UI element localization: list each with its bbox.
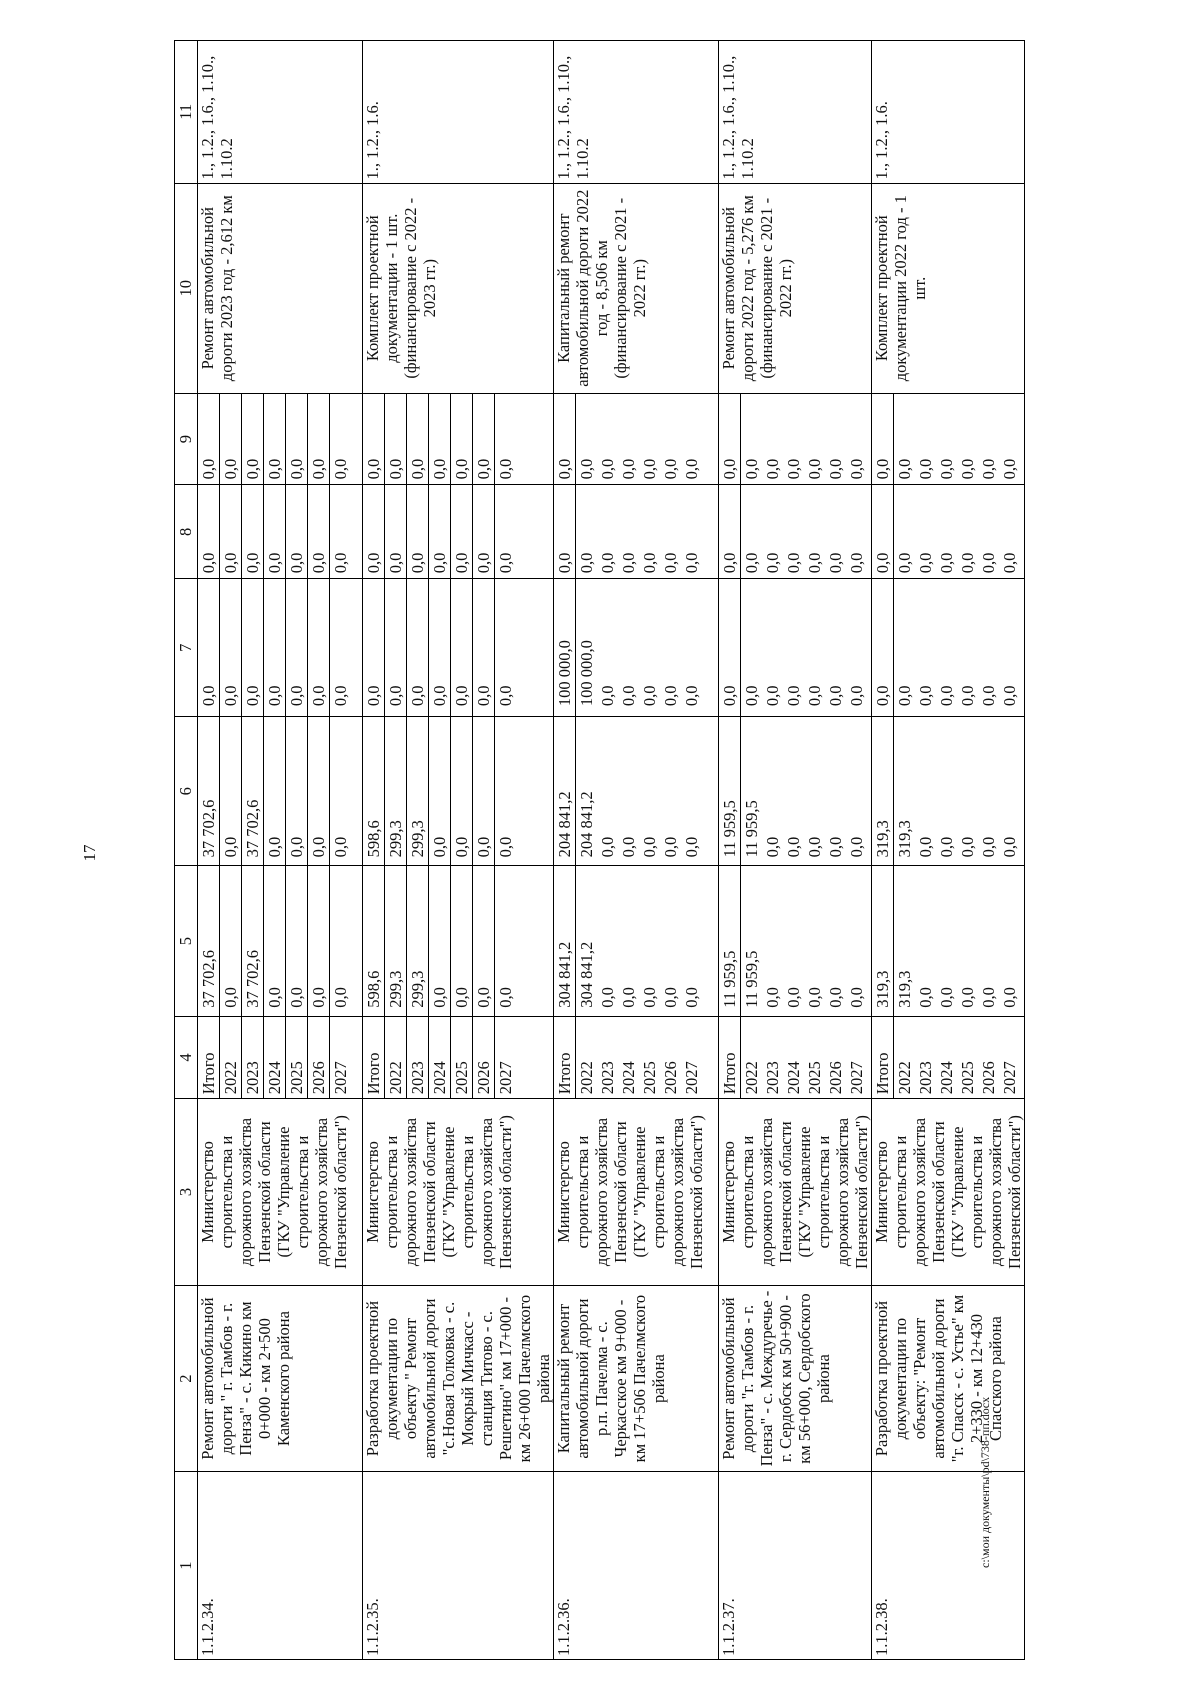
executor: Министерство строительства и дорожного хозяйства Пензенской области (ГКУ "Управление строительства и дорожного хозяйства Пензенской области")	[554, 1099, 719, 1286]
total-funding-line: 299,3	[385, 866, 407, 1015]
total-funding-line: 0,0	[661, 987, 680, 1008]
extra-budget-line: 0,0	[895, 458, 914, 480]
extra-budget-line: 0,0	[916, 458, 935, 480]
year-list	[719, 1016, 872, 1099]
header-col-8: 8	[175, 485, 198, 579]
total-funding-line: 11 959,5	[719, 866, 741, 1015]
header-col-6: 6	[175, 717, 198, 866]
regional-budget-line: 11 959,5	[742, 800, 761, 858]
regional-budget-line: 0,0	[496, 836, 515, 858]
extra-budget-line: 0,0	[264, 394, 286, 485]
year-list-line: 2022	[895, 1061, 914, 1095]
year-list-line: 2024	[264, 1017, 286, 1099]
year-list-line: Итого	[872, 1017, 894, 1099]
regional-budget-line: 0,0	[763, 836, 782, 858]
year-list-line: 2025	[958, 1061, 977, 1095]
federal-budget-line: 0,0	[682, 685, 701, 707]
extra-budget-line: 0,0	[198, 394, 220, 485]
total-funding-line: 0,0	[826, 987, 845, 1008]
federal-budget-line: 0,0	[661, 685, 680, 707]
year-list-line: 2024	[784, 1061, 803, 1095]
local-budget	[872, 485, 1025, 579]
regional-budget-line: 0,0	[1000, 836, 1019, 858]
local-budget-line: 0,0	[661, 552, 680, 574]
regional-budget-line: 37 702,6	[242, 717, 264, 865]
federal-budget-line: 0,0	[763, 685, 782, 707]
regional-budget	[554, 717, 719, 866]
federal-budget-line: 0,0	[826, 685, 845, 707]
regional-budget-line: 0,0	[286, 717, 308, 865]
header-col-9: 9	[175, 393, 198, 485]
total-funding-line: 319,3	[872, 866, 894, 1015]
header-col-5: 5	[175, 866, 198, 1016]
extra-budget-line: 0,0	[242, 394, 264, 485]
federal-budget-line: 0,0	[198, 579, 220, 716]
total-funding-line: 0,0	[640, 987, 659, 1008]
extra-budget	[363, 393, 554, 485]
local-budget-line: 0,0	[286, 485, 308, 578]
federal-budget-line: 0,0	[805, 685, 824, 707]
extra-budget-line: 0,0	[937, 458, 956, 480]
extra-budget-line: 0,0	[742, 458, 761, 480]
extra-budget	[872, 393, 1025, 485]
extra-budget	[554, 393, 719, 485]
federal-budget-line: 0,0	[451, 579, 473, 716]
local-budget	[719, 485, 872, 579]
footer-file-path: c:\мои документы\pd\738-пп.docx	[978, 1396, 992, 1568]
extra-budget-line: 0,0	[407, 394, 429, 485]
table-row	[198, 41, 363, 1660]
total-funding-line: 0,0	[496, 987, 515, 1008]
header-col-4: 4	[175, 1016, 198, 1099]
year-list-line: 2022	[220, 1017, 242, 1099]
local-budget-line: 0,0	[719, 485, 741, 578]
extra-budget-line: 0,0	[554, 394, 576, 485]
regional-budget-line: 0,0	[979, 836, 998, 858]
table-body	[175, 41, 1025, 1660]
federal-budget-line: 100 000,0	[577, 640, 596, 707]
year-list	[872, 1016, 1025, 1099]
measure-name: Разработка проектной документации по объекту " Ремонт автомобильной дороги "с.Новая Толковка - с. Мокрый Мичкасс - станция Титово - с. Решетино" км 17+000 - км 26+000 Пачелмского района	[363, 1285, 554, 1472]
year-list-line: Итого	[198, 1017, 220, 1099]
year-list-line: 2026	[473, 1017, 495, 1099]
year-list	[554, 1016, 719, 1099]
regional-budget-line: 37 702,6	[198, 717, 220, 865]
extra-budget-line: 0,0	[220, 394, 242, 485]
row-number: 1.1.2.35.	[363, 1472, 554, 1660]
row-number: 1.1.2.37.	[719, 1472, 872, 1660]
extra-budget-line: 0,0	[847, 458, 866, 480]
local-budget-line: 0,0	[958, 552, 977, 574]
year-list-line: 2023	[242, 1017, 264, 1099]
total-funding-line: 0,0	[308, 866, 330, 1015]
total-funding-line: 0,0	[451, 866, 473, 1015]
local-budget-line: 0,0	[742, 552, 761, 574]
header-col-10: 10	[175, 183, 198, 393]
regional-budget-line: 0,0	[682, 836, 701, 858]
federal-budget-line: 0,0	[598, 685, 617, 707]
federal-budget-line: 0,0	[385, 579, 407, 716]
table-row	[719, 41, 872, 1660]
regional-budget	[198, 717, 363, 866]
year-list-line: 2024	[619, 1061, 638, 1095]
total-funding	[554, 866, 719, 1016]
total-funding	[363, 866, 554, 1016]
total-funding-line: 304 841,2	[577, 941, 596, 1008]
year-list-line: 2022	[385, 1017, 407, 1099]
year-list-line: 2026	[979, 1061, 998, 1095]
year-list-line: 2022	[742, 1061, 761, 1095]
total-funding-line: 0,0	[784, 987, 803, 1008]
local-budget-line: 0,0	[805, 552, 824, 574]
executor: Министерство строительства и дорожного хозяйства Пензенской области (ГКУ "Управление строительства и дорожного хозяйства Пензенской области")	[872, 1099, 1025, 1286]
total-funding-line: 11 959,5	[742, 950, 761, 1008]
regional-budget-line: 0,0	[847, 836, 866, 858]
federal-budget-line: 0,0	[286, 579, 308, 716]
year-list-line: 2025	[640, 1061, 659, 1095]
federal-budget-line: 0,0	[979, 685, 998, 707]
local-budget-line: 0,0	[937, 552, 956, 574]
local-budget-line: 0,0	[220, 485, 242, 578]
local-budget-line: 0,0	[385, 485, 407, 578]
regional-budget-line: 204 841,2	[554, 717, 576, 865]
total-funding-line: 0,0	[937, 987, 956, 1008]
federal-budget-line: 0,0	[331, 685, 350, 707]
year-list-line: 2025	[286, 1017, 308, 1099]
total-funding-line: 0,0	[473, 866, 495, 1015]
year-list-line: 2027	[682, 1061, 701, 1095]
local-budget	[554, 485, 719, 579]
measure-name: Капитальный ремонт автомобильной дороги р.п. Пачелма - с. Черкасское км 9+000 - км 17+506 Пачелмского района	[554, 1285, 719, 1472]
extra-budget-line: 0,0	[473, 394, 495, 485]
year-list-line: 2023	[916, 1061, 935, 1095]
indicator-refs: 1., 1.2., 1.6., 1.10., 1.10.2	[554, 41, 719, 184]
federal-budget-line: 0,0	[242, 579, 264, 716]
regional-budget-line: 0,0	[826, 836, 845, 858]
year-list-line: 2027	[1000, 1061, 1019, 1095]
expected-result: Комплект проектной документации 2022 год - 1 шт.	[872, 183, 1025, 393]
executor: Министерство строительства и дорожного хозяйства Пензенской области (ГКУ "Управление строительства и дорожного хозяйства Пензенской области")	[363, 1099, 554, 1286]
total-funding-line: 0,0	[847, 987, 866, 1008]
federal-budget-line: 0,0	[308, 579, 330, 716]
expected-result: Комплект проектной документации - 1 шт. (финансирование с 2022 - 2023 гг.)	[363, 183, 554, 393]
federal-budget-line: 0,0	[407, 579, 429, 716]
regional-budget-line: 319,3	[872, 717, 894, 865]
executor: Министерство строительства и дорожного хозяйства Пензенской области (ГКУ "Управление строительства и дорожного хозяйства Пензенской области")	[719, 1099, 872, 1286]
regional-budget-line: 0,0	[937, 836, 956, 858]
year-list-line: Итого	[719, 1017, 741, 1099]
year-list-line: 2026	[826, 1061, 845, 1095]
indicator-refs: 1., 1.2., 1.6., 1.10., 1.10.2	[719, 41, 872, 184]
table-row	[872, 41, 1025, 1660]
extra-budget-line: 0,0	[496, 458, 515, 480]
federal-budget-line: 0,0	[473, 579, 495, 716]
row-number: 1.1.2.36.	[554, 1472, 719, 1660]
federal-budget-line: 0,0	[496, 685, 515, 707]
local-budget-line: 0,0	[577, 552, 596, 574]
extra-budget	[198, 393, 363, 485]
extra-budget-line: 0,0	[451, 394, 473, 485]
local-budget-line: 0,0	[916, 552, 935, 574]
header-col-3: 3	[175, 1099, 198, 1286]
local-budget-line: 0,0	[242, 485, 264, 578]
local-budget-line: 0,0	[619, 552, 638, 574]
federal-budget-line: 0,0	[363, 579, 385, 716]
regional-budget-line: 0,0	[429, 717, 451, 865]
federal-budget-line: 0,0	[742, 685, 761, 707]
row-number: 1.1.2.34.	[198, 1472, 363, 1660]
year-list-line: Итого	[363, 1017, 385, 1099]
regional-budget-line: 299,3	[385, 717, 407, 865]
local-budget-line: 0,0	[682, 552, 701, 574]
year-list-line: 2023	[407, 1017, 429, 1099]
federal-budget-line: 0,0	[958, 685, 977, 707]
extra-budget-line: 0,0	[1000, 458, 1019, 480]
regional-budget-line: 0,0	[619, 836, 638, 858]
regional-budget-line: 299,3	[407, 717, 429, 865]
extra-budget-line: 0,0	[385, 394, 407, 485]
local-budget	[198, 485, 363, 579]
local-budget-line: 0,0	[308, 485, 330, 578]
federal-budget-line: 0,0	[264, 579, 286, 716]
federal-budget-line: 0,0	[429, 579, 451, 716]
extra-budget-line: 0,0	[577, 458, 596, 480]
executor: Министерство строительства и дорожного хозяйства Пензенской области (ГКУ "Управление строительства и дорожного хозяйства Пензенской области")	[198, 1099, 363, 1286]
extra-budget-line: 0,0	[805, 458, 824, 480]
local-budget	[363, 485, 554, 579]
extra-budget-line: 0,0	[619, 458, 638, 480]
extra-budget-line: 0,0	[429, 394, 451, 485]
total-funding-line: 0,0	[958, 987, 977, 1008]
local-budget-line: 0,0	[407, 485, 429, 578]
rotated-table-container	[174, 40, 1174, 1660]
regional-budget	[872, 717, 1025, 866]
federal-budget-line: 100 000,0	[554, 579, 576, 716]
year-list	[198, 1016, 363, 1099]
local-budget-line: 0,0	[363, 485, 385, 578]
extra-budget-line: 0,0	[958, 458, 977, 480]
extra-budget-line: 0,0	[286, 394, 308, 485]
measure-name: Ремонт автомобильной дороги " г. Тамбов - г. Пенза" - с. Кикино км 0+000 - км 2+500 Каменского района	[198, 1285, 363, 1472]
federal-budget-line: 0,0	[872, 579, 894, 716]
total-funding	[872, 866, 1025, 1016]
regional-budget-line: 0,0	[916, 836, 935, 858]
federal-budget-line: 0,0	[1000, 685, 1019, 707]
indicator-refs: 1., 1.2., 1.6.	[872, 41, 1025, 184]
regional-budget-line: 0,0	[308, 717, 330, 865]
federal-budget	[554, 579, 719, 717]
regional-budget	[363, 717, 554, 866]
table-row	[554, 41, 719, 1660]
local-budget-line: 0,0	[763, 552, 782, 574]
year-list-line: 2026	[661, 1061, 680, 1095]
local-budget-line: 0,0	[895, 552, 914, 574]
federal-budget-line: 0,0	[847, 685, 866, 707]
federal-budget-line: 0,0	[619, 685, 638, 707]
page-number: 17	[80, 844, 99, 862]
program-table	[174, 40, 1025, 1660]
federal-budget-line: 0,0	[895, 685, 914, 707]
year-list-line: 2024	[937, 1061, 956, 1095]
federal-budget-line: 0,0	[719, 579, 741, 716]
year-list-line: Итого	[554, 1017, 576, 1099]
regional-budget-line: 0,0	[451, 717, 473, 865]
extra-budget-line: 0,0	[719, 394, 741, 485]
year-list	[363, 1016, 554, 1099]
local-budget-line: 0,0	[979, 552, 998, 574]
header-col-11: 11	[175, 41, 198, 184]
expected-result: Ремонт автомобильной дороги 2023 год - 2,612 км	[198, 183, 363, 393]
extra-budget-line: 0,0	[640, 458, 659, 480]
local-budget-line: 0,0	[473, 485, 495, 578]
regional-budget-line: 0,0	[598, 836, 617, 858]
total-funding-line: 0,0	[916, 987, 935, 1008]
local-budget-line: 0,0	[554, 485, 576, 578]
extra-budget-line: 0,0	[682, 458, 701, 480]
local-budget-line: 0,0	[872, 485, 894, 578]
federal-budget-line: 0,0	[640, 685, 659, 707]
extra-budget-line: 0,0	[784, 458, 803, 480]
local-budget-line: 0,0	[847, 552, 866, 574]
total-funding-line: 0,0	[429, 866, 451, 1015]
regional-budget-line: 0,0	[958, 836, 977, 858]
table-row	[363, 41, 554, 1660]
regional-budget-line: 0,0	[805, 836, 824, 858]
total-funding-line: 0,0	[286, 866, 308, 1015]
local-budget-line: 0,0	[496, 552, 515, 574]
federal-budget-line: 0,0	[220, 579, 242, 716]
federal-budget-line: 0,0	[937, 685, 956, 707]
extra-budget-line: 0,0	[363, 394, 385, 485]
extra-budget-line: 0,0	[826, 458, 845, 480]
federal-budget-line: 0,0	[784, 685, 803, 707]
measure-name: Разработка проектной документации по объекту: "Ремонт автомобильной дороги "г. Спасск - с. Устье" км 2+330 - км 12+430 Спасского района	[872, 1285, 1025, 1472]
regional-budget-line: 0,0	[220, 717, 242, 865]
measure-name: Ремонт автомобильной дороги "г. Тамбов - г. Пенза" - с. Междуречье - г. Сердобск км 50+900 - км 56+000, Сердобского района	[719, 1285, 872, 1472]
extra-budget-line: 0,0	[979, 458, 998, 480]
local-budget-line: 0,0	[640, 552, 659, 574]
regional-budget-line: 0,0	[661, 836, 680, 858]
total-funding-line: 299,3	[407, 866, 429, 1015]
regional-budget	[719, 717, 872, 866]
total-funding-line: 304 841,2	[554, 866, 576, 1015]
total-funding	[198, 866, 363, 1016]
indicator-refs: 1., 1.2., 1.6.	[363, 41, 554, 184]
year-list-line: 2027	[847, 1061, 866, 1095]
extra-budget	[719, 393, 872, 485]
year-list-line: 2025	[451, 1017, 473, 1099]
extra-budget-line: 0,0	[308, 394, 330, 485]
total-funding-line: 0,0	[1000, 987, 1019, 1008]
regional-budget-line: 0,0	[473, 717, 495, 865]
federal-budget	[198, 579, 363, 717]
year-list-line: 2027	[496, 1061, 515, 1095]
local-budget-line: 0,0	[331, 552, 350, 574]
regional-budget-line: 0,0	[331, 836, 350, 858]
total-funding-line: 0,0	[331, 987, 350, 1008]
expected-result: Капитальный ремонт автомобильной дороги 2022 год - 8,506 км (финансирование с 2021 - 2022 гг.)	[554, 183, 719, 393]
federal-budget	[872, 579, 1025, 717]
indicator-refs: 1., 1.2., 1.6., 1.10., 1.10.2	[198, 41, 363, 184]
total-funding	[719, 866, 872, 1016]
regional-budget-line: 0,0	[640, 836, 659, 858]
total-funding-line: 0,0	[763, 987, 782, 1008]
federal-budget	[363, 579, 554, 717]
regional-budget-line: 204 841,2	[577, 791, 596, 858]
year-list-line: 2025	[805, 1061, 824, 1095]
extra-budget-line: 0,0	[331, 458, 350, 480]
local-budget-line: 0,0	[598, 552, 617, 574]
total-funding-line: 0,0	[682, 987, 701, 1008]
header-col-2: 2	[175, 1285, 198, 1472]
local-budget-line: 0,0	[784, 552, 803, 574]
local-budget-line: 0,0	[429, 485, 451, 578]
header-row	[175, 41, 198, 1660]
total-funding-line: 0,0	[619, 987, 638, 1008]
regional-budget-line: 598,6	[363, 717, 385, 865]
regional-budget-line: 11 959,5	[719, 717, 741, 865]
local-budget-line: 0,0	[451, 485, 473, 578]
federal-budget-line: 0,0	[916, 685, 935, 707]
year-list-line: 2023	[763, 1061, 782, 1095]
extra-budget-line: 0,0	[661, 458, 680, 480]
regional-budget-line: 0,0	[264, 717, 286, 865]
total-funding-line: 0,0	[805, 987, 824, 1008]
local-budget-line: 0,0	[1000, 552, 1019, 574]
year-list-line: 2023	[598, 1061, 617, 1095]
total-funding-line: 598,6	[363, 866, 385, 1015]
total-funding-line: 0,0	[264, 866, 286, 1015]
year-list-line: 2024	[429, 1017, 451, 1099]
header-col-1: 1	[175, 1472, 198, 1660]
regional-budget-line: 0,0	[784, 836, 803, 858]
extra-budget-line: 0,0	[872, 394, 894, 485]
local-budget-line: 0,0	[198, 485, 220, 578]
local-budget-line: 0,0	[826, 552, 845, 574]
extra-budget-line: 0,0	[598, 458, 617, 480]
regional-budget-line: 319,3	[895, 820, 914, 858]
total-funding-line: 0,0	[598, 987, 617, 1008]
total-funding-line: 37 702,6	[198, 866, 220, 1015]
year-list-line: 2026	[308, 1017, 330, 1099]
total-funding-line: 37 702,6	[242, 866, 264, 1015]
local-budget-line: 0,0	[264, 485, 286, 578]
year-list-line: 2022	[577, 1061, 596, 1095]
header-col-7: 7	[175, 579, 198, 717]
total-funding-line: 0,0	[979, 987, 998, 1008]
federal-budget	[719, 579, 872, 717]
total-funding-line: 0,0	[220, 866, 242, 1015]
total-funding-line: 319,3	[895, 970, 914, 1008]
extra-budget-line: 0,0	[763, 458, 782, 480]
row-number: 1.1.2.38.	[872, 1472, 1025, 1660]
expected-result: Ремонт автомобильной дороги 2022 год - 5,276 км (финансирование с 2021 - 2022 гг.)	[719, 183, 872, 393]
year-list-line: 2027	[331, 1061, 350, 1095]
